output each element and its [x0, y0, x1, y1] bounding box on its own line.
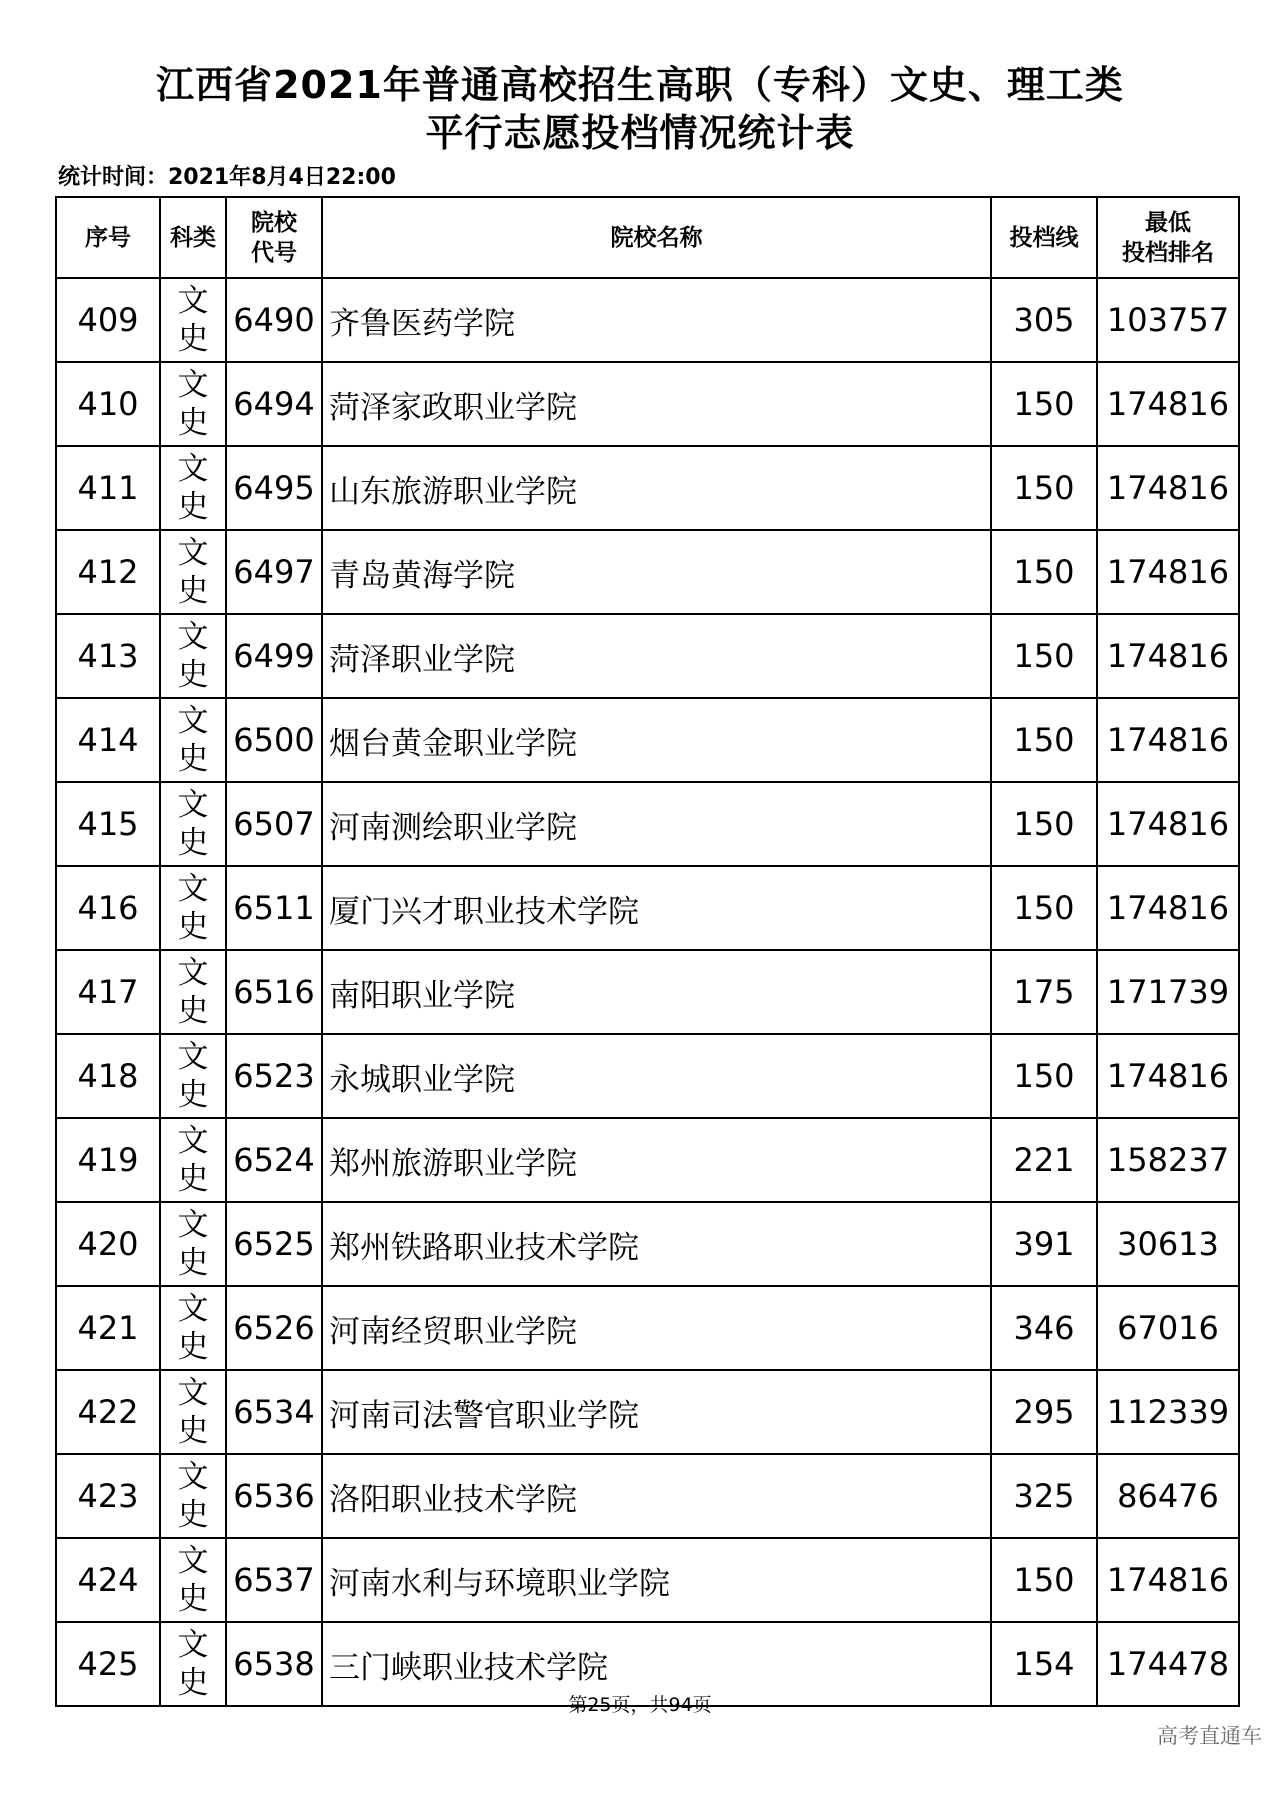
cell-seq: 419	[56, 1118, 160, 1202]
cell-code: 6511	[226, 866, 322, 950]
cell-name: 河南经贸职业学院	[322, 1286, 991, 1370]
table-row	[56, 362, 1239, 446]
cell-line: 150	[991, 1538, 1097, 1622]
table-row	[56, 950, 1239, 1034]
cell-seq: 410	[56, 362, 160, 446]
header-line: 投档线	[991, 197, 1097, 278]
page-title-line-2: 平行志愿投档情况统计表	[425, 111, 855, 155]
table-row	[56, 1454, 1239, 1538]
cell-seq: 411	[56, 446, 160, 530]
cell-category-char: 史	[177, 1245, 209, 1281]
header-rank	[1097, 197, 1239, 278]
cell-line: 391	[991, 1202, 1097, 1286]
cell-rank: 174816	[1097, 1538, 1239, 1622]
page-number: 第25页，共94页	[568, 1694, 712, 1716]
cell-category-char: 文	[177, 1543, 209, 1579]
cell-rank: 174816	[1097, 782, 1239, 866]
cell-category-char: 文	[177, 1039, 209, 1075]
cell-seq: 409	[56, 278, 160, 362]
cell-category	[160, 1370, 226, 1454]
cell-category-char: 史	[177, 825, 209, 861]
cell-rank: 174816	[1097, 530, 1239, 614]
cell-code: 6523	[226, 1034, 322, 1118]
header-code-line-1: 院校	[251, 209, 297, 236]
cell-category	[160, 1034, 226, 1118]
header-code	[226, 197, 322, 278]
cell-code: 6495	[226, 446, 322, 530]
cell-category-char: 史	[177, 1329, 209, 1365]
cell-code: 6526	[226, 1286, 322, 1370]
table-body	[56, 278, 1239, 1706]
cell-code: 6524	[226, 1118, 322, 1202]
cell-seq: 418	[56, 1034, 160, 1118]
cell-seq: 425	[56, 1622, 160, 1706]
cell-code: 6516	[226, 950, 322, 1034]
cell-name: 郑州铁路职业技术学院	[322, 1202, 991, 1286]
cell-code: 6507	[226, 782, 322, 866]
cell-seq: 420	[56, 1202, 160, 1286]
cell-category	[160, 698, 226, 782]
cell-rank: 103757	[1097, 278, 1239, 362]
cell-line: 150	[991, 446, 1097, 530]
cell-category	[160, 1454, 226, 1538]
cell-code: 6538	[226, 1622, 322, 1706]
table-row	[56, 446, 1239, 530]
cell-category-char: 史	[177, 909, 209, 945]
cell-category-char: 史	[177, 573, 209, 609]
cell-category	[160, 362, 226, 446]
cell-category-char: 史	[177, 1497, 209, 1533]
cell-name: 河南水利与环境职业学院	[322, 1538, 991, 1622]
cell-rank: 174816	[1097, 362, 1239, 446]
table-row	[56, 866, 1239, 950]
cell-seq: 414	[56, 698, 160, 782]
cell-rank: 158237	[1097, 1118, 1239, 1202]
cell-category-char: 史	[177, 1413, 209, 1449]
header-code-line-2: 代号	[251, 239, 297, 266]
cell-line: 150	[991, 530, 1097, 614]
cell-seq: 416	[56, 866, 160, 950]
watermark: 高考直通车	[1157, 1724, 1262, 1748]
cell-code: 6534	[226, 1370, 322, 1454]
table-row	[56, 782, 1239, 866]
cell-name: 洛阳职业技术学院	[322, 1454, 991, 1538]
cell-category-char: 史	[177, 1161, 209, 1197]
cell-name: 菏泽家政职业学院	[322, 362, 991, 446]
cell-name: 河南司法警官职业学院	[322, 1370, 991, 1454]
cell-seq: 423	[56, 1454, 160, 1538]
cell-category-char: 史	[177, 993, 209, 1029]
cell-category	[160, 782, 226, 866]
cell-name: 河南测绘职业学院	[322, 782, 991, 866]
cell-seq: 422	[56, 1370, 160, 1454]
cell-category	[160, 530, 226, 614]
cell-code: 6494	[226, 362, 322, 446]
cell-category	[160, 1286, 226, 1370]
cell-line: 150	[991, 698, 1097, 782]
cell-category	[160, 950, 226, 1034]
cell-category-char: 文	[177, 283, 209, 319]
cell-seq: 417	[56, 950, 160, 1034]
cell-category	[160, 1202, 226, 1286]
cell-category-char: 文	[177, 1207, 209, 1243]
statistics-time: 统计时间：2021年8月4日22:00	[58, 165, 396, 190]
table-row	[56, 1118, 1239, 1202]
cell-name: 南阳职业学院	[322, 950, 991, 1034]
cell-code: 6537	[226, 1538, 322, 1622]
cell-name: 齐鲁医药学院	[322, 278, 991, 362]
cell-category-char: 史	[177, 741, 209, 777]
cell-category-char: 史	[177, 321, 209, 357]
cell-name: 菏泽职业学院	[322, 614, 991, 698]
cell-category	[160, 614, 226, 698]
header-name: 院校名称	[322, 197, 991, 278]
cell-name: 厦门兴才职业技术学院	[322, 866, 991, 950]
header-rank-line-2: 投档排名	[1122, 239, 1214, 266]
cell-line: 150	[991, 782, 1097, 866]
cell-category-char: 文	[177, 367, 209, 403]
cell-category-char: 史	[177, 1581, 209, 1617]
table-row	[56, 1538, 1239, 1622]
cell-line: 346	[991, 1286, 1097, 1370]
cell-seq: 424	[56, 1538, 160, 1622]
cell-name: 山东旅游职业学院	[322, 446, 991, 530]
cell-seq: 412	[56, 530, 160, 614]
cell-category-char: 文	[177, 1375, 209, 1411]
cell-line: 154	[991, 1622, 1097, 1706]
cell-category-char: 史	[177, 405, 209, 441]
admission-table	[55, 196, 1240, 1707]
cell-code: 6497	[226, 530, 322, 614]
cell-rank: 174816	[1097, 698, 1239, 782]
cell-line: 295	[991, 1370, 1097, 1454]
cell-category	[160, 1118, 226, 1202]
cell-code: 6499	[226, 614, 322, 698]
cell-line: 150	[991, 614, 1097, 698]
table-row	[56, 1286, 1239, 1370]
cell-line: 221	[991, 1118, 1097, 1202]
cell-rank: 174816	[1097, 446, 1239, 530]
cell-category-char: 文	[177, 451, 209, 487]
cell-code: 6490	[226, 278, 322, 362]
cell-rank: 171739	[1097, 950, 1239, 1034]
table-header-row	[56, 197, 1239, 278]
table-row	[56, 278, 1239, 362]
cell-category	[160, 278, 226, 362]
cell-category-char: 史	[177, 1665, 209, 1701]
cell-category-char: 文	[177, 535, 209, 571]
cell-seq: 413	[56, 614, 160, 698]
cell-category-char: 史	[177, 1077, 209, 1113]
cell-rank: 174478	[1097, 1622, 1239, 1706]
cell-code: 6536	[226, 1454, 322, 1538]
cell-category-char: 文	[177, 955, 209, 991]
cell-rank: 86476	[1097, 1454, 1239, 1538]
cell-line: 150	[991, 1034, 1097, 1118]
cell-seq: 421	[56, 1286, 160, 1370]
cell-category-char: 史	[177, 657, 209, 693]
cell-category-char: 文	[177, 871, 209, 907]
cell-rank: 174816	[1097, 1034, 1239, 1118]
cell-line: 150	[991, 362, 1097, 446]
cell-category-char: 史	[177, 489, 209, 525]
cell-line: 305	[991, 278, 1097, 362]
cell-name: 烟台黄金职业学院	[322, 698, 991, 782]
cell-category-char: 文	[177, 1627, 209, 1663]
cell-category-char: 文	[177, 787, 209, 823]
cell-name: 郑州旅游职业学院	[322, 1118, 991, 1202]
header-rank-line-1: 最低	[1145, 209, 1191, 236]
cell-name: 永城职业学院	[322, 1034, 991, 1118]
cell-seq: 415	[56, 782, 160, 866]
table-row	[56, 614, 1239, 698]
cell-category-char: 文	[177, 1123, 209, 1159]
cell-category-char: 文	[177, 1291, 209, 1327]
cell-category-char: 文	[177, 619, 209, 655]
cell-name: 三门峡职业技术学院	[322, 1622, 991, 1706]
cell-category	[160, 1538, 226, 1622]
cell-line: 325	[991, 1454, 1097, 1538]
header-seq: 序号	[56, 197, 160, 278]
cell-rank: 67016	[1097, 1286, 1239, 1370]
cell-category-char: 文	[177, 1459, 209, 1495]
cell-rank: 30613	[1097, 1202, 1239, 1286]
cell-code: 6500	[226, 698, 322, 782]
cell-category	[160, 446, 226, 530]
cell-line: 150	[991, 866, 1097, 950]
table-row	[56, 1370, 1239, 1454]
cell-name: 青岛黄海学院	[322, 530, 991, 614]
cell-rank: 112339	[1097, 1370, 1239, 1454]
page-title-line-1: 江西省2021年普通高校招生高职（专科）文史、理工类	[156, 63, 1124, 107]
cell-code: 6525	[226, 1202, 322, 1286]
cell-category	[160, 866, 226, 950]
table-row	[56, 530, 1239, 614]
cell-rank: 174816	[1097, 866, 1239, 950]
cell-rank: 174816	[1097, 614, 1239, 698]
table-row	[56, 1202, 1239, 1286]
table-row	[56, 698, 1239, 782]
cell-category-char: 文	[177, 703, 209, 739]
table-row	[56, 1034, 1239, 1118]
admission-table-wrapper	[55, 196, 1238, 1707]
cell-line: 175	[991, 950, 1097, 1034]
header-category: 科类	[160, 197, 226, 278]
